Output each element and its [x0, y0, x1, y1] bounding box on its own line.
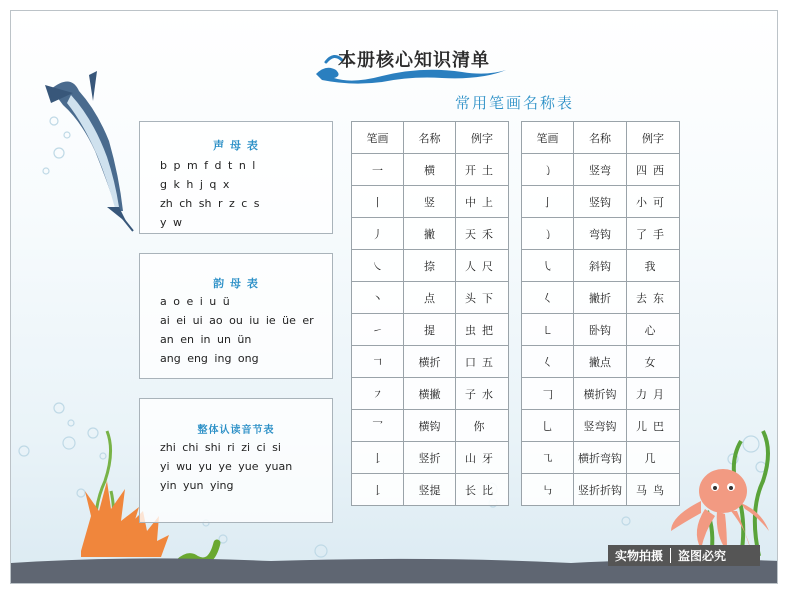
- whole-syllables-box: [139, 398, 333, 523]
- stroke-row: [522, 346, 680, 378]
- stroke-glyph: ㇉: [522, 474, 574, 506]
- stroke-glyph: 乛: [352, 410, 404, 442]
- stroke-glyph: ㇏: [352, 250, 404, 282]
- stroke-row: [522, 154, 680, 186]
- stroke-examples: 了手: [627, 218, 680, 250]
- stroke-row: [352, 154, 509, 186]
- stroke-examples: 子水: [456, 378, 509, 410]
- stroke-glyph: 𡿨: [522, 346, 574, 378]
- stroke-glyph: 𡿨: [522, 282, 574, 314]
- finals-line: ang eng ing ong: [160, 352, 259, 365]
- title-block: [312, 44, 508, 84]
- stroke-glyph: 𠃌: [522, 378, 574, 410]
- stroke-row: [522, 250, 680, 282]
- stroke-examples: 头下: [456, 282, 509, 314]
- stroke-row: [352, 346, 509, 378]
- stroke-name: 斜钩: [574, 250, 627, 282]
- stroke-examples: 山牙: [456, 442, 509, 474]
- stroke-examples: 开土: [456, 154, 509, 186]
- watermark-right-text: 盗图必究: [678, 549, 727, 563]
- finals-line: an en in un ün: [160, 333, 252, 346]
- initials-box: [139, 121, 333, 234]
- stroke-name: 捺: [404, 250, 456, 282]
- stroke-glyph: ㇁: [522, 218, 574, 250]
- stroke-row: [352, 218, 509, 250]
- initials-line: g k h j q x: [160, 178, 230, 191]
- stroke-name: 弯钩: [574, 218, 627, 250]
- stroke-glyph: 一: [352, 154, 404, 186]
- stroke-name: 竖弯: [574, 154, 627, 186]
- stroke-row: [352, 410, 509, 442]
- stroke-name: 竖折折钩: [574, 474, 627, 506]
- stroke-name: 撇点: [574, 346, 627, 378]
- stroke-glyph: 𠄌: [352, 474, 404, 506]
- stroke-row: [352, 186, 509, 218]
- stroke-row: [522, 218, 680, 250]
- initials-line: zh ch sh r z c s: [160, 197, 260, 210]
- initials-heading: 声 母 表: [213, 139, 259, 152]
- page-title: 本册核心知识清单: [338, 50, 490, 71]
- stroke-examples: 中上: [456, 186, 509, 218]
- stroke-glyph: 𠄌: [352, 442, 404, 474]
- stroke-glyph: ㇄: [522, 314, 574, 346]
- finals-box: [139, 253, 333, 379]
- finals-line: ai ei ui ao ou iu ie üe er: [160, 314, 314, 327]
- stroke-examples: 力月: [627, 378, 680, 410]
- initials-line: b p m f d t n l: [160, 159, 256, 172]
- stroke-table-left: [351, 121, 509, 506]
- example-column-header: 例字: [456, 122, 509, 154]
- stroke-row: [352, 282, 509, 314]
- whole-syllables-line: zhi chi shi ri zi ci si: [160, 441, 281, 454]
- stroke-row: [522, 378, 680, 410]
- stroke-examples: 儿巴: [627, 410, 680, 442]
- stroke-row: [522, 314, 680, 346]
- stroke-row: [352, 314, 509, 346]
- stroke-name: 竖钩: [574, 186, 627, 218]
- stroke-name: 竖折: [404, 442, 456, 474]
- stroke-glyph: 丶: [352, 282, 404, 314]
- whole-syllables-heading: 整体认读音节表: [197, 425, 275, 436]
- content-frame: [10, 10, 778, 584]
- stroke-name: 竖: [404, 186, 456, 218]
- stroke-name: 点: [404, 282, 456, 314]
- name-column-header: 名称: [404, 122, 456, 154]
- stroke-glyph: ㇂: [522, 250, 574, 282]
- finals-heading: 韵 母 表: [213, 277, 259, 290]
- stroke-table-title: 常用笔画名称表: [455, 94, 575, 112]
- stroke-examples: 人尺: [456, 250, 509, 282]
- stroke-glyph: 亅: [522, 186, 574, 218]
- stroke-name: 横折钩: [574, 378, 627, 410]
- stroke-glyph: 丨: [352, 186, 404, 218]
- stroke-name: 提: [404, 314, 456, 346]
- name-column-header: 名称: [574, 122, 627, 154]
- stroke-column-header: 笔画: [522, 122, 574, 154]
- initials-line: y w: [160, 216, 183, 229]
- stroke-examples: 四西: [627, 154, 680, 186]
- stroke-column-header: 笔画: [352, 122, 404, 154]
- stroke-examples: 去东: [627, 282, 680, 314]
- whole-syllables-line: yin yun ying: [160, 479, 234, 492]
- stroke-row: [352, 250, 509, 282]
- stroke-examples: 长比: [456, 474, 509, 506]
- stroke-name: 撇折: [574, 282, 627, 314]
- marlin-fish-decoration: [45, 71, 133, 231]
- stroke-examples: 女: [627, 346, 680, 378]
- stroke-name: 卧钩: [574, 314, 627, 346]
- watermark-left-text: 实物拍摄: [615, 549, 664, 563]
- finals-line: a o e i u ü: [160, 295, 230, 308]
- stroke-examples: 我: [627, 250, 680, 282]
- stroke-row: [522, 442, 680, 474]
- stroke-glyph: 𠃍: [352, 346, 404, 378]
- stroke-examples: 心: [627, 314, 680, 346]
- stroke-glyph: 乚: [522, 410, 574, 442]
- stroke-glyph: ㇁: [522, 154, 574, 186]
- stroke-glyph: 丿: [352, 218, 404, 250]
- stroke-row: [352, 474, 509, 506]
- stroke-examples: 天禾: [456, 218, 509, 250]
- stroke-row: [522, 410, 680, 442]
- stroke-examples: 你: [456, 410, 509, 442]
- stroke-table-right: [521, 121, 680, 506]
- stroke-name: 撇: [404, 218, 456, 250]
- stroke-name: 横撇: [404, 378, 456, 410]
- stroke-glyph: ㇈: [522, 442, 574, 474]
- stroke-examples: 马鸟: [627, 474, 680, 506]
- stroke-name: 竖弯钩: [574, 410, 627, 442]
- whole-syllables-line: yi wu yu ye yue yuan: [160, 460, 293, 473]
- watermark-badge: [608, 545, 760, 566]
- stroke-row: [352, 442, 509, 474]
- stroke-examples: 虫把: [456, 314, 509, 346]
- stroke-examples: 小可: [627, 186, 680, 218]
- stroke-name: 横: [404, 154, 456, 186]
- stroke-name: 竖提: [404, 474, 456, 506]
- stroke-row: [522, 474, 680, 506]
- stroke-row: [522, 282, 680, 314]
- stroke-row: [522, 186, 680, 218]
- stroke-row: [352, 378, 509, 410]
- stroke-glyph: ㇀: [352, 314, 404, 346]
- stroke-name: 横折弯钩: [574, 442, 627, 474]
- stroke-name: 横钩: [404, 410, 456, 442]
- stroke-examples: 口五: [456, 346, 509, 378]
- stroke-glyph: ㇇: [352, 378, 404, 410]
- stroke-name: 横折: [404, 346, 456, 378]
- example-column-header: 例字: [627, 122, 680, 154]
- stroke-examples: 几: [627, 442, 680, 474]
